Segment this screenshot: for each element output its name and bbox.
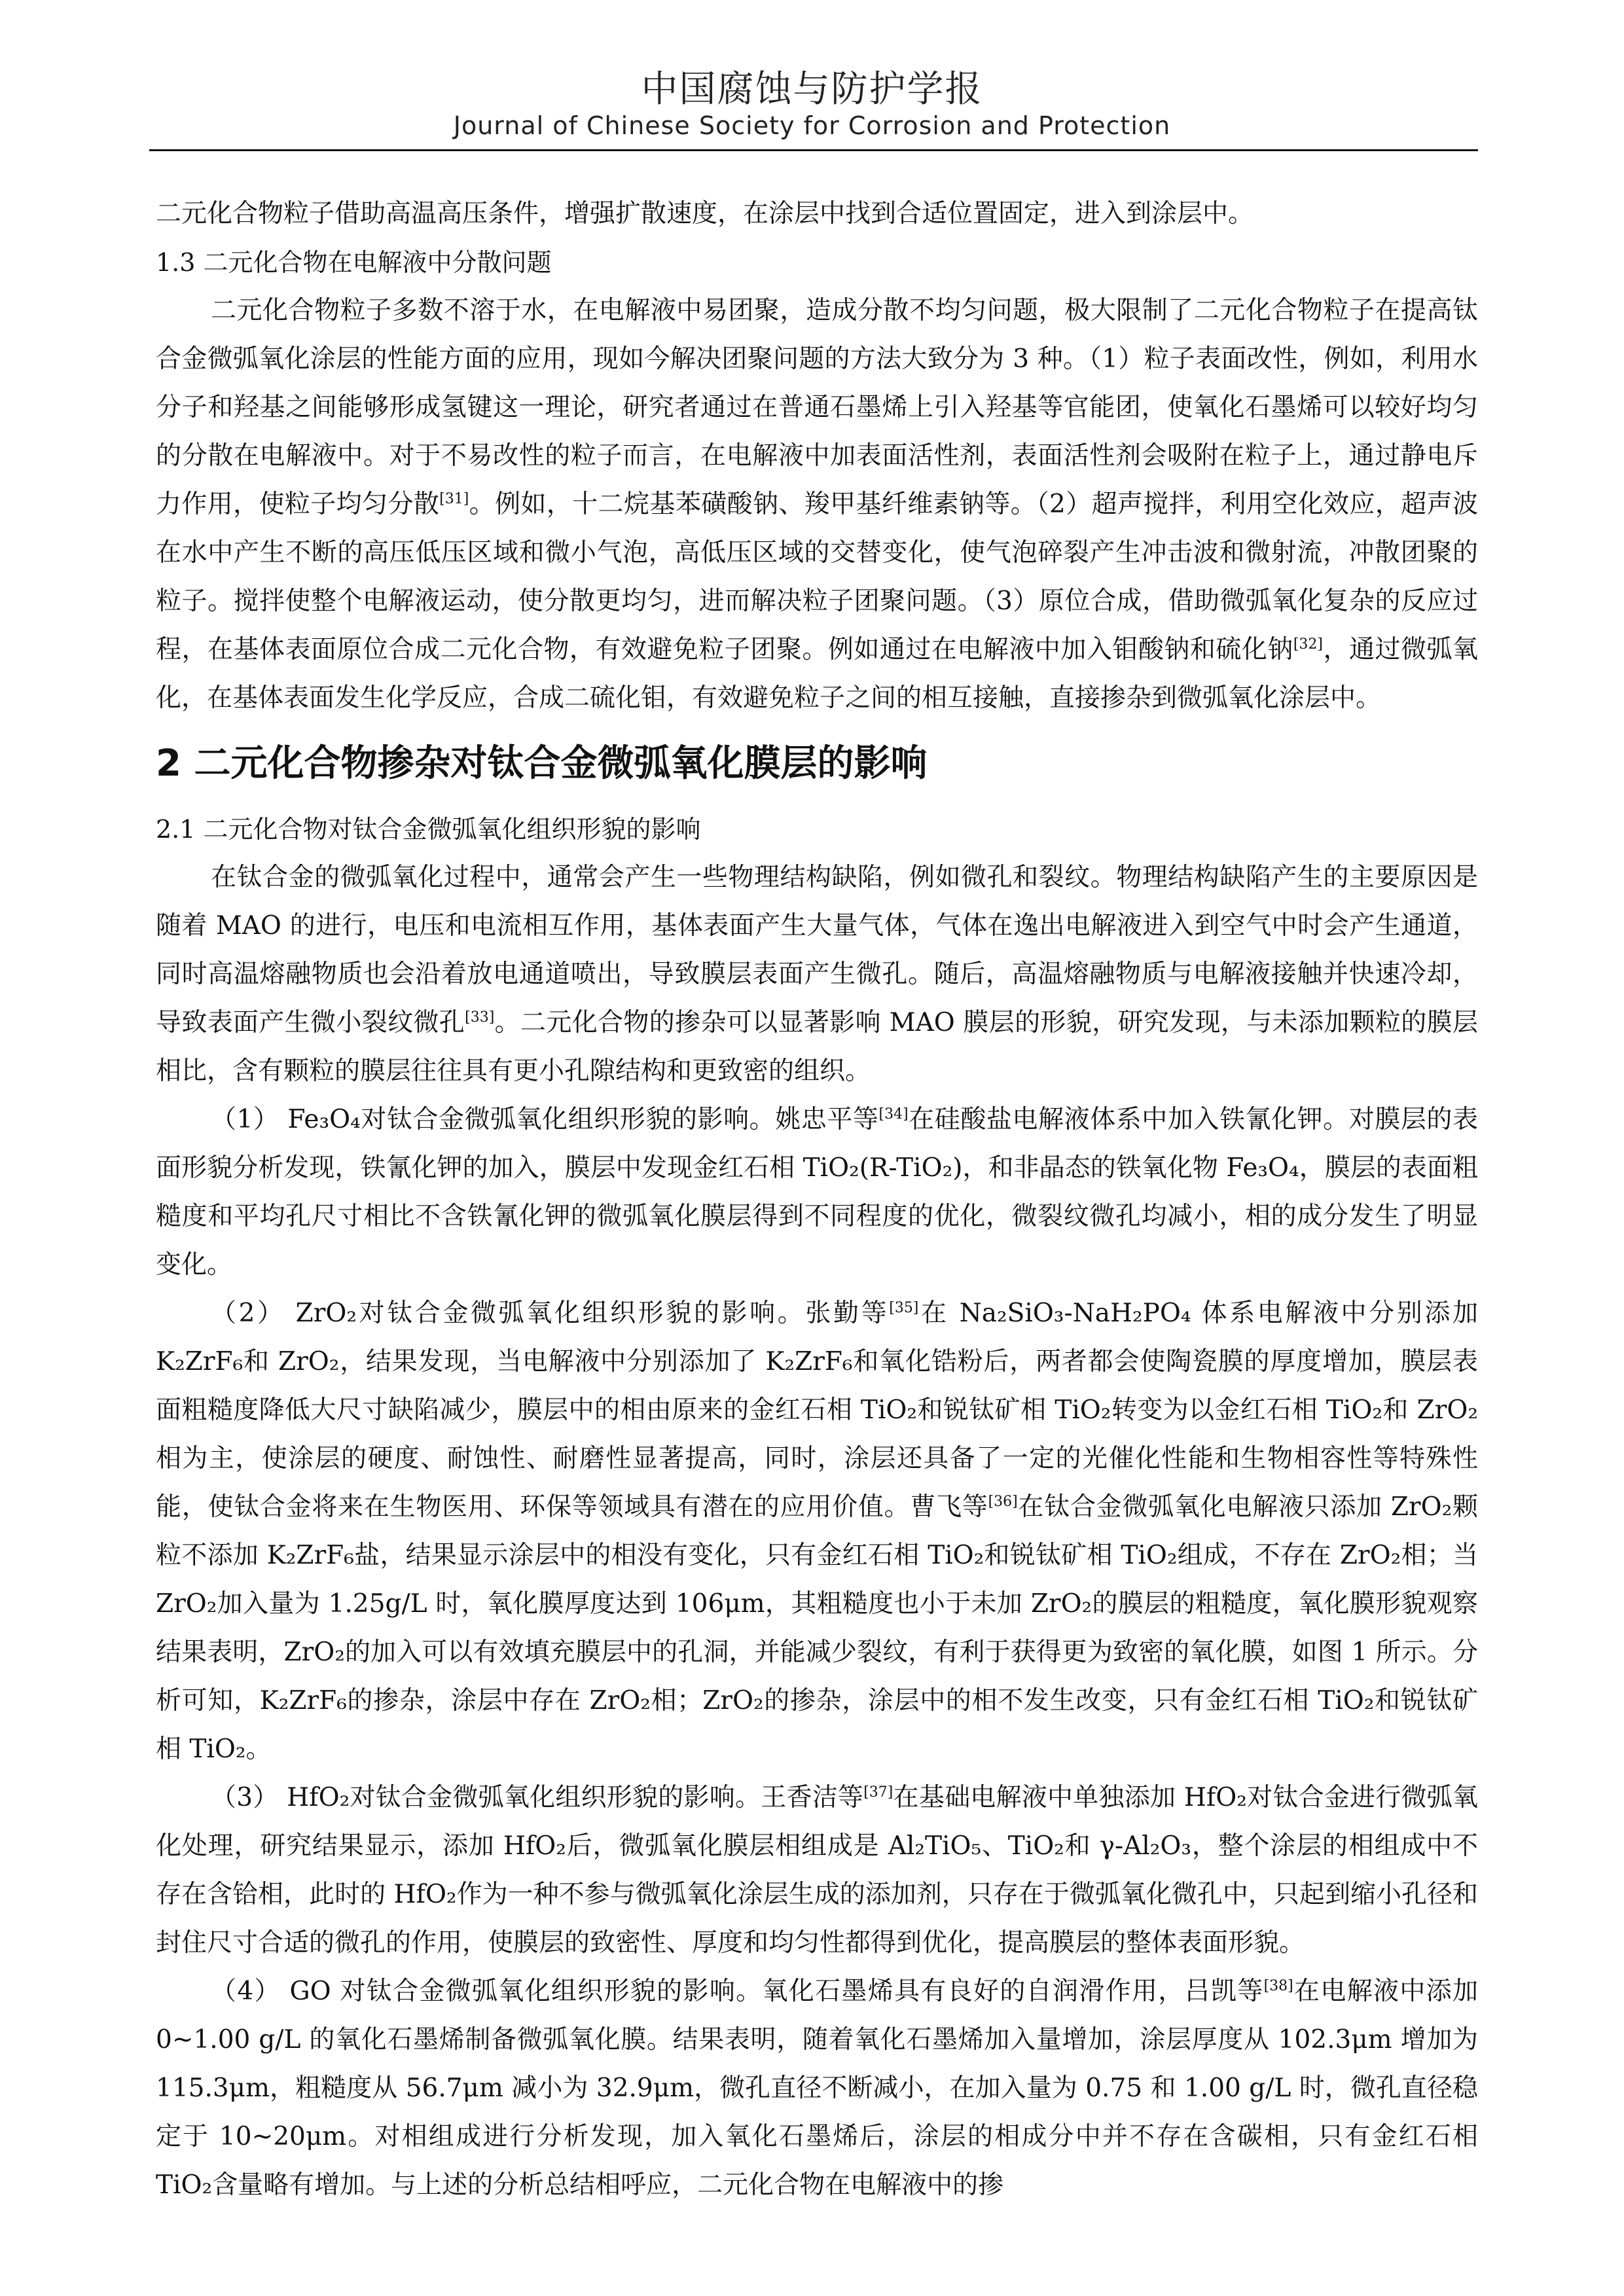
citation-35: [35] [889,1300,919,1316]
paragraph-text: （4） GO 对钛合金微弧氧化组织形貌的影响。氧化石墨烯具有良好的自润滑作用，吕凯等 [211,1977,1264,2006]
paragraph-fe3o4 [156,1096,1478,1289]
paragraph-text: 在钛合金微弧氧化电解液只添加 ZrO₂颗粒不添加 K₂ZrF₆盐，结果显示涂层中的相没有变化，只有金红石相 TiO₂和锐钛矿相 TiO₂组成，不存在 ZrO₂相；当 ZrO₂加入量为 1.25g/L 时，氧化膜厚度达到 106μm，其粗糙度也小于未加 ZrO₂的膜层的粗糙度，氧化膜形貌观察结果表明，ZrO₂的加入可以有效填充膜层中的孔洞，并能减少裂纹，有利于获得更为致密的氧化膜，如图 1 所示。分析可知，K₂ZrF₆的掺杂，涂层中存在 ZrO₂相；ZrO₂的掺杂，涂层中的相不发生改变，只有金红石相 TiO₂和锐钛矿相 TiO₂。 [156,1492,1478,1764]
paragraph-graphene-oxide [156,1967,1478,2210]
paragraph-text: 在基础电解液中单独添加 HfO₂对钛合金进行微弧氧化处理，研究结果显示，添加 HfO₂后，微弧氧化膜层相组成是 Al₂TiO₅、TiO₂和 γ-Al₂O₃，整个涂层的相组成中不存在含铪相，此时的 HfO₂作为一种不参与微弧氧化涂层生成的添加剂，只存在于微弧氧化微孔中，只起到缩小孔径和封住尺寸合适的微孔的作用，使膜层的致密性、厚度和均匀性都得到优化，提高膜层的整体表面形貌。 [156,1783,1479,1958]
citation-32: [32] [1293,636,1323,653]
citation-33: [33] [465,1009,495,1026]
paragraph-hfo2 [156,1774,1478,1967]
paragraph-text: 在硅酸盐电解液体系中加入铁氰化钾。对膜层的表面形貌分析发现，铁氰化钾的加入，膜层中发现金红石相 TiO₂(R-TiO₂)，和非晶态的铁氧化物 Fe₃O₄，膜层的表面粗糙度和平均孔尺寸相比不含铁氰化钾的微弧氧化膜层得到不同程度的优化，微裂纹微孔均减小，相的成分发生了明显变化。 [156,1105,1478,1280]
paragraph-continuation: 二元化合物粒子借助高温高压条件，增强扩散速度，在涂层中找到合适位置固定，进入到涂层中。 [156,199,1254,228]
paragraph-zro2 [156,1289,1478,1774]
paragraph-text: （2） ZrO₂对钛合金微弧氧化组织形貌的影响。张勤等 [211,1299,890,1328]
header-divider [149,149,1478,151]
citation-37: [37] [863,1784,893,1801]
paragraph-dispersion [156,287,1478,723]
paragraph-text: ，通过微弧氧化，在基体表面发生化学反应，合成二硫化钼，有效避免粒子之间的相互接触，直接掺杂到微弧氧化涂层中。 [156,635,1478,713]
paragraph-mao-defects [156,853,1478,1096]
paragraph-text: 。例如，十二烷基苯磺酸钠、羧甲基纤维素钠等。（2）超声搅拌，利用空化效应，超声波在水中产生不断的高压低压区域和微小气泡，高低压区域的交替变化，使气泡碎裂产生冲击波和微射流，冲散团聚的粒子。搅拌使整个电解液运动，使分散更均匀，进而解决粒子团聚问题。（3）原位合成，借助微弧氧化复杂的反应过程，在基体表面原位合成二元化合物，有效避免粒子团聚。例如通过在电解液中加入钼酸钠和硫化钠 [156,490,1478,664]
paragraph-text: 在钛合金的微弧氧化过程中，通常会产生一些物理结构缺陷，例如微孔和裂纹。物理结构缺陷产生的主要原因是随着 MAO 的进行，电压和电流相互作用，基体表面产生大量气体，气体在逸出电解液进入到空气中时会产生通道，同时高温熔融物质也会沿着放电通道喷出，导致膜层表面产生微孔。随后，高温熔融物质与电解液接触并快速冷却，导致表面产生微小裂纹微孔 [156,863,1478,1037]
paragraph-text: 在 Na₂SiO₃-NaH₂PO₄ 体系电解液中分别添加 K₂ZrF₆和 ZrO₂，结果发现，当电解液中分别添加了 K₂ZrF₆和氧化锆粉后，两者都会使陶瓷膜的厚度增加，膜层表面粗糙度降低大尺寸缺陷减少，膜层中的相由原来的金红石相 TiO₂和锐钛矿相 TiO₂转变为以金红石相 TiO₂和 ZrO₂相为主，使涂层的硬度、耐蚀性、耐磨性显著提高，同时，涂层还具备了一定的光催化性能和生物相容性等特殊性能，使钛合金将来在生物医用、环保等领域具有潜在的应用价值。曹飞等 [156,1299,1479,1522]
section-heading-1-3: 1.3 二元化合物在电解液中分散问题 [156,248,552,277]
section-heading-2-1: 2.1 二元化合物对钛合金微弧氧化组织形貌的影响 [156,815,701,844]
citation-31: [31] [439,491,469,507]
section-heading-2: 2 二元化合物掺杂对钛合金微弧氧化膜层的影响 [156,742,928,785]
paragraph-text: （1） Fe₃O₄对钛合金微弧氧化组织形貌的影响。姚忠平等 [211,1105,879,1134]
journal-title-chinese: 中国腐蚀与防护学报 [641,68,983,111]
paragraph-text: （3） HfO₂对钛合金微弧氧化组织形貌的影响。王香洁等 [211,1783,864,1812]
article-body [156,190,1478,2210]
paragraph-text: 二元化合物粒子多数不溶于水，在电解液中易团聚，造成分散不均匀问题，极大限制了二元化合物粒子在提高钛合金微弧氧化涂层的性能方面的应用，现如今解决团聚问题的方法大致分为 3 种。（1）粒子表面改性，例如，利用水分子和羟基之间能够形成氢键这一理论，研究者通过在普通石墨烯上引入羟基等官能团，使氧化石墨烯可以较好均匀的分散在电解液中。对于不易改性的粒子而言，在电解液中加表面活性剂，表面活性剂会吸附在粒子上，通过静电斥力作用，使粒子均匀分散 [156,296,1478,519]
citation-38: [38] [1263,1978,1293,1994]
paragraph-text: 。二元化合物的掺杂可以显著影响 MAO 膜层的形貌，研究发现，与未添加颗粒的膜层相比，含有颗粒的膜层往往具有更小孔隙结构和更致密的组织。 [156,1008,1478,1086]
journal-title-english: Journal of Chinese Society for Corrosion and Protection [453,111,1171,140]
citation-36: [36] [988,1494,1018,1510]
paragraph-text: 在电解液中添加 0~1.00 g/L 的氧化石墨烯制备微弧氧化膜。结果表明，随着氧化石墨烯加入量增加，涂层厚度从 102.3μm 增加为 115.3μm，粗糙度从 56.7μm 减小为 32.9μm，微孔直径不断减小，在加入量为 0.75 和 1.00 g/L 时，微孔直径稳定于 10~20μm。对相组成进行分析发现，加入氧化石墨烯后，涂层的相成分中并不存在含碳相，只有金红石相 TiO₂含量略有增加。与上述的分析总结相呼应，二元化合物在电解液中的掺 [156,1977,1478,2200]
citation-34: [34] [878,1106,909,1122]
